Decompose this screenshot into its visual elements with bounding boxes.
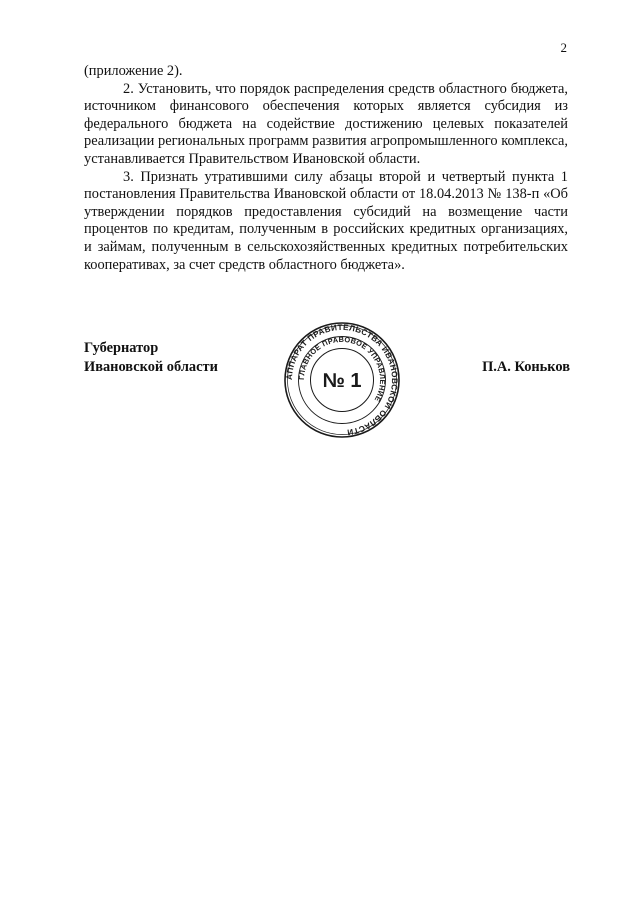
- signatory-name: П.А. Коньков: [482, 358, 570, 375]
- paragraph-item-3: 3. Признать утратившими силу абзацы второй и четвертый пункта 1 постановления Правительства Ивановской области от 18.04.2013 № 138-п «Об утверждении порядков предоставления субсидий на возмещение части процентов по кредитам, полученным в российских кредитных организациях, и займам, полученным в сельскохозяйственных кредитных потребительских кооперативах, за счет средств областного бюджета».: [84, 168, 568, 273]
- seal-inner-text-path: ГЛАВНОЕ ПРАВОВОЕ УПРАВЛЕНИЕ: [296, 334, 388, 404]
- paragraph-item-2: 2. Установить, что порядок распределения средств областного бюджета, источником финансового обеспечения которых является субсидия из федерального бюджета на содействие достижению целевых показателей реализации региональных программ развития агропромышленного комплекса, устанавливается Правительством Ивановской области.: [84, 80, 568, 167]
- document-body: [84, 63, 568, 274]
- paragraph-continuation: (приложение 2).: [84, 63, 183, 79]
- seal-outer-text-path: АППАРАТ ПРАВИТЕЛЬСТВА ИВАНОВСКОЙ ОБЛАСТИ: [284, 322, 400, 437]
- page-number: 2: [560, 40, 567, 55]
- seal-center-number: № 1: [322, 370, 362, 392]
- signatory-title: [84, 339, 218, 376]
- signatory-title-line1: Губернатор: [84, 340, 159, 356]
- signatory-title-line2: Ивановской области: [84, 358, 218, 375]
- official-seal-stamp: [282, 320, 402, 440]
